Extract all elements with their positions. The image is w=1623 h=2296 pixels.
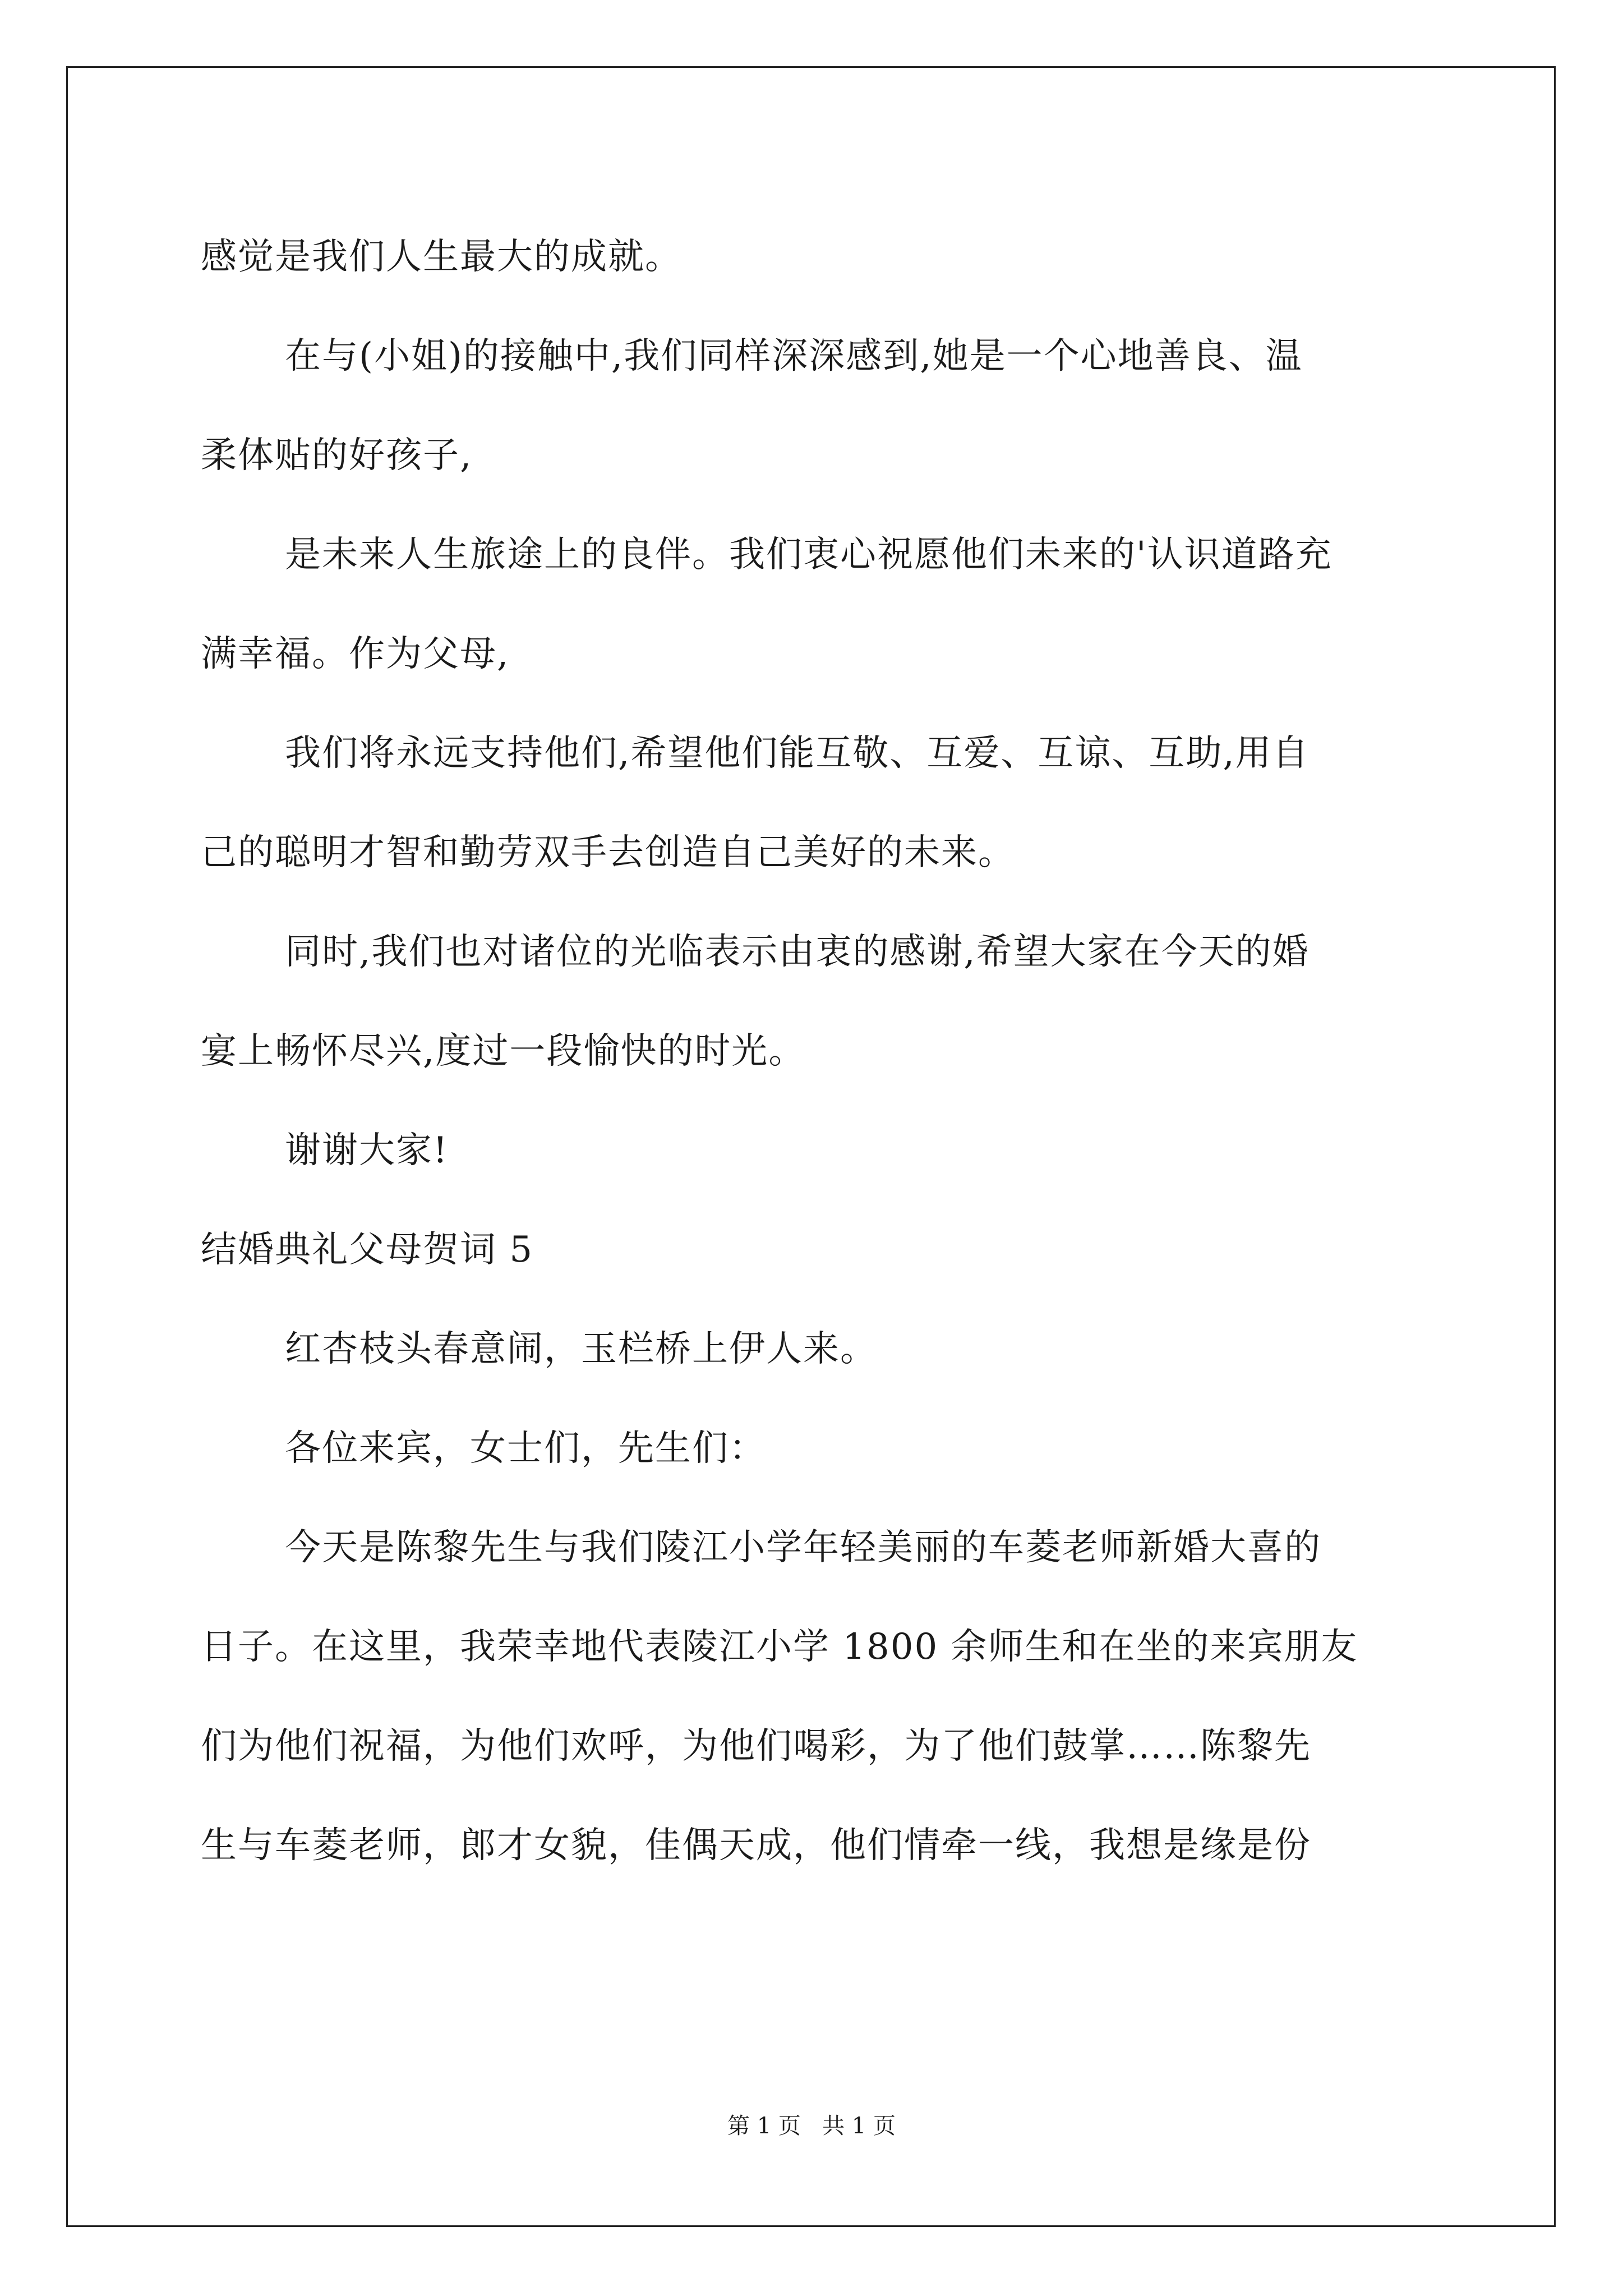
text-line: 同时,我们也对诸位的光临表示由衷的感谢,希望大家在今天的婚 <box>285 931 1310 973</box>
text-line: 今天是陈黎先生与我们陵江小学年轻美丽的车菱老师新婚大喜的 <box>285 1527 1321 1568</box>
text-line: 红杏枝头春意闹，玉栏桥上伊人来。 <box>285 1328 877 1370</box>
section-heading: 结婚典礼父母贺词 5 <box>201 1229 534 1271</box>
text-line: 日子。在这里，我荣幸地代表陵江小学 1800 余师生和在坐的来宾朋友 <box>201 1626 1358 1668</box>
text-line: 柔体贴的好孩子, <box>201 435 473 476</box>
text-line: 各位来宾，女士们，先生们： <box>285 1428 766 1469</box>
text-line: 谢谢大家! <box>285 1130 449 1171</box>
text-line: 满幸福。作为父母, <box>201 633 510 675</box>
text-line: 生与车菱老师，郎才女貌，佳偶天成，他们情牵一线，我想是缘是份 <box>201 1825 1311 1866</box>
text-line: 我们将永远支持他们,希望他们能互敬、互爱、互谅、互助,用自 <box>285 733 1310 774</box>
text-line: 是未来人生旅途上的良伴。我们衷心祝愿他们未来的'认识道路充 <box>285 534 1332 576</box>
page-footer: 第 1 页 共 1 页 <box>727 2113 896 2139</box>
text-line: 己的聪明才智和勤劳双手去创造自己美好的未来。 <box>201 832 1015 873</box>
text-line: 们为他们祝福，为他们欢呼，为他们喝彩，为了他们鼓掌……陈黎先 <box>201 1726 1311 1767</box>
document-body <box>201 208 1435 1895</box>
text-line: 感觉是我们人生最大的成就。 <box>201 236 682 278</box>
text-line: 宴上畅怀尽兴,度过一段愉快的时光。 <box>201 1030 806 1072</box>
text-line: 在与(小姐)的接触中,我们同样深深感到,她是一个心地善良、温 <box>285 335 1303 377</box>
